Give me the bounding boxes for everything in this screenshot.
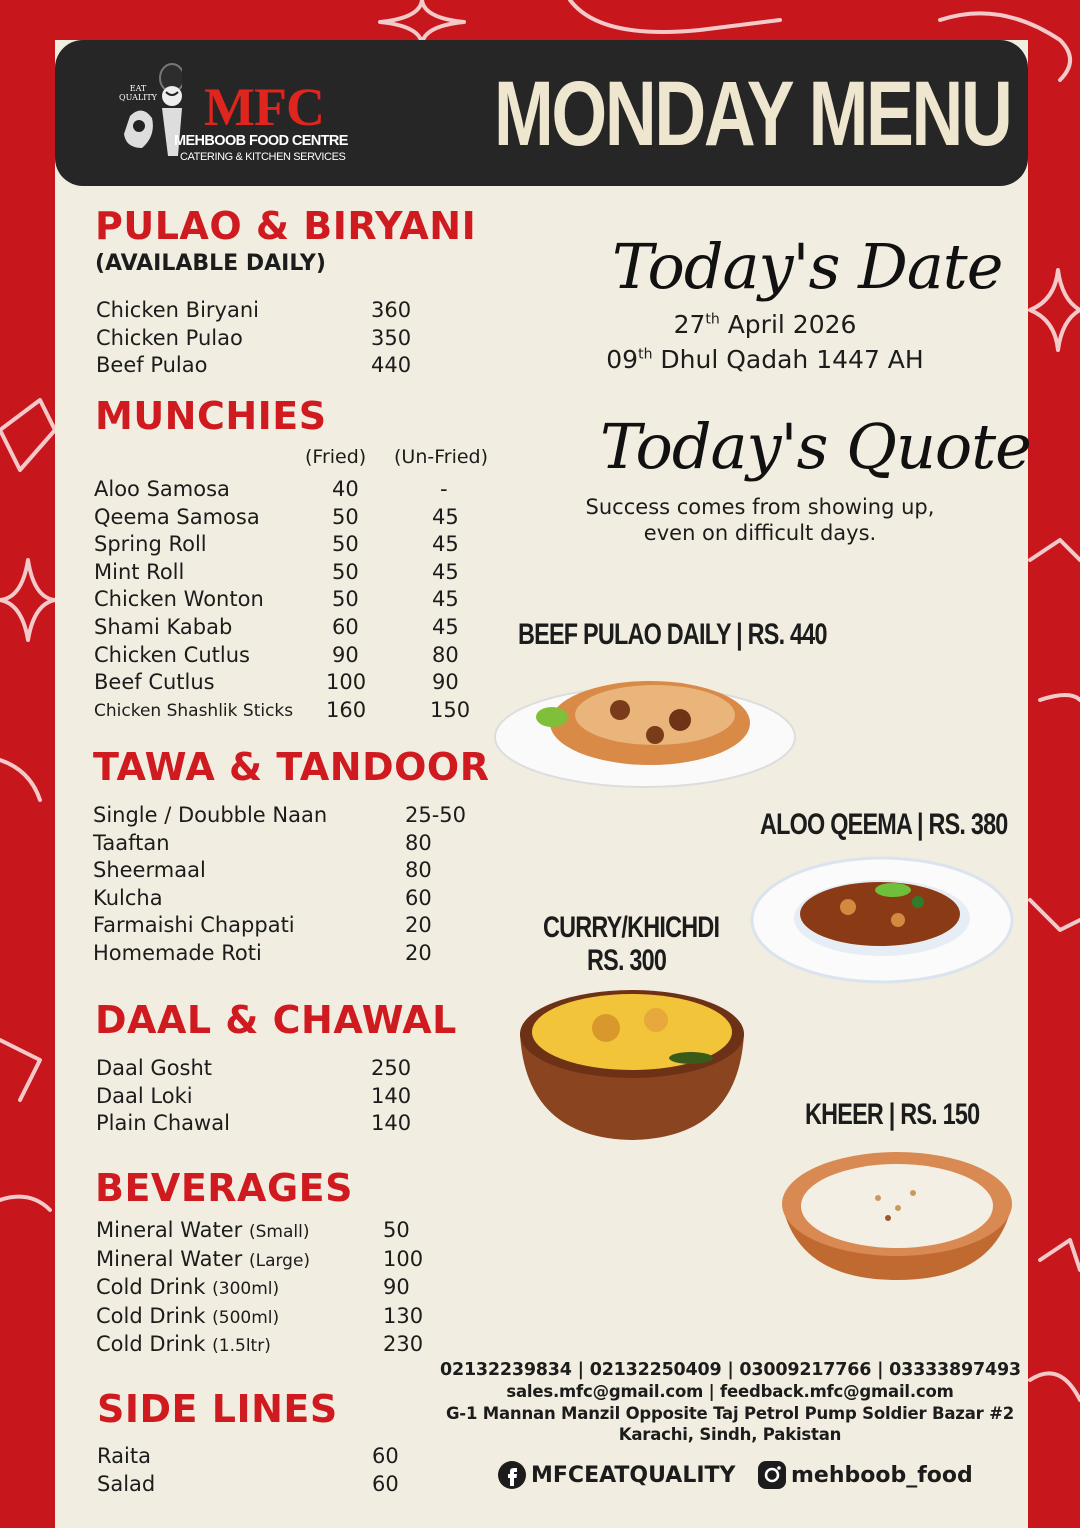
item-price: 60 bbox=[405, 885, 432, 910]
menu-item-row bbox=[94, 532, 514, 560]
item-price-fried: 50 bbox=[332, 532, 359, 557]
logo-eat-text: EAT bbox=[129, 84, 147, 93]
menu-item-row bbox=[96, 1111, 516, 1139]
item-price: 130 bbox=[383, 1303, 424, 1328]
menu-item-row bbox=[96, 298, 516, 326]
beverage-name-group bbox=[96, 1218, 309, 1242]
item-name: Beef Pulao bbox=[96, 353, 208, 378]
menu-item-row bbox=[93, 831, 513, 859]
menu-item-row bbox=[94, 477, 514, 505]
section-subtitle-pulao: (AVAILABLE DAILY) bbox=[95, 251, 326, 276]
item-name: Mint Roll bbox=[94, 559, 185, 584]
item-price: 360 bbox=[371, 298, 412, 322]
menu-item-row bbox=[94, 698, 514, 726]
menu-item-row bbox=[94, 505, 514, 533]
instagram-icon bbox=[757, 1460, 787, 1490]
facebook-icon bbox=[497, 1460, 527, 1490]
item-price-fried: 100 bbox=[326, 670, 367, 695]
item-price-unfried: 150 bbox=[430, 697, 471, 722]
item-name: Chicken Pulao bbox=[96, 325, 243, 350]
column-header-unfried: (Un-Fried) bbox=[394, 446, 489, 468]
item-price: 350 bbox=[371, 325, 412, 350]
menu-item-row bbox=[94, 587, 514, 615]
instagram-handle-text: mehboob_food bbox=[791, 1462, 973, 1488]
menu-item-row bbox=[94, 643, 514, 671]
logo-quality-text: QUALITY bbox=[119, 93, 157, 102]
item-price-unfried: - bbox=[440, 477, 448, 501]
menu-item-row bbox=[96, 353, 516, 381]
aloo-qeema-dish-image bbox=[748, 852, 1016, 984]
section-title-pulao: PULAO & BIRYANI bbox=[95, 204, 477, 248]
beef-pulao-dish-image bbox=[490, 665, 800, 790]
item-name: Mineral Water bbox=[96, 1218, 243, 1242]
menu-item-row bbox=[96, 1247, 516, 1275]
gregorian-day: 27 bbox=[673, 310, 706, 339]
menu-item-row bbox=[96, 1332, 516, 1360]
item-price-fried: 60 bbox=[332, 615, 359, 639]
footer-address-line-1: G-1 Mannan Manzil Opposite Taj Petrol Pump Soldier Bazar #2 bbox=[445, 1404, 1015, 1423]
special-aloo-qeema-label: ALOO QEEMA | RS. 380 bbox=[760, 808, 1008, 841]
item-name: Farmaishi Chappati bbox=[93, 913, 295, 938]
item-name: Beef Cutlus bbox=[94, 670, 215, 695]
item-price: 250 bbox=[371, 1056, 412, 1080]
item-name: Qeema Samosa bbox=[94, 504, 260, 529]
item-name: Homemade Roti bbox=[93, 941, 262, 965]
hijri-day-suffix: th bbox=[638, 346, 653, 363]
item-name: Cold Drink bbox=[96, 1303, 206, 1328]
item-price: 25-50 bbox=[405, 803, 467, 827]
menu-item-row bbox=[96, 326, 516, 354]
item-size: (500ml) bbox=[212, 1307, 280, 1328]
quote-line-2: even on difficult days. bbox=[643, 521, 877, 545]
item-price: 440 bbox=[371, 353, 412, 378]
special-curry-label-line1: CURRY/KHICHDI bbox=[543, 911, 720, 944]
item-price-unfried: 45 bbox=[432, 504, 459, 529]
item-price: 50 bbox=[383, 1218, 410, 1242]
item-price-fried: 50 bbox=[332, 587, 359, 612]
menu-item-row bbox=[96, 1275, 516, 1303]
item-size: (Large) bbox=[248, 1250, 311, 1271]
item-name: Taaftan bbox=[93, 830, 170, 855]
menu-item-row bbox=[96, 1084, 516, 1112]
hijri-date bbox=[555, 345, 975, 374]
kheer-dish-image bbox=[778, 1148, 1016, 1283]
item-size: (300ml) bbox=[212, 1279, 280, 1299]
item-price: 140 bbox=[371, 1111, 412, 1136]
logo-tagline: CATERING & KITCHEN SERVICES bbox=[180, 151, 346, 163]
footer-phones: 02132239834 | 02132250409 | 03009217766 | 03333897493 bbox=[440, 1360, 1021, 1380]
section-title-tawa: TAWA & TANDOOR bbox=[93, 745, 490, 789]
item-price-unfried: 45 bbox=[432, 559, 459, 584]
item-name: Raita bbox=[97, 1444, 151, 1468]
item-price: 20 bbox=[405, 913, 432, 938]
item-price: 80 bbox=[405, 830, 432, 855]
item-name: Chicken Wonton bbox=[94, 587, 264, 612]
section-title-beverages: BEVERAGES bbox=[95, 1166, 353, 1210]
menu-item-row bbox=[96, 1304, 516, 1332]
item-name: Sheermaal bbox=[93, 858, 206, 883]
item-name: Aloo Samosa bbox=[94, 477, 230, 501]
special-beef-pulao-label: BEEF PULAO DAILY | RS. 440 bbox=[518, 618, 827, 651]
logo-mfc-text: MFC bbox=[204, 77, 324, 137]
item-price-fried: 160 bbox=[326, 697, 367, 722]
menu-item-row bbox=[97, 1472, 517, 1500]
item-price-fried: 90 bbox=[332, 642, 359, 667]
menu-item-row bbox=[94, 615, 514, 643]
item-price: 60 bbox=[372, 1471, 399, 1496]
beverage-name-group bbox=[96, 1332, 271, 1356]
item-name: Chicken Cutlus bbox=[94, 642, 250, 667]
page-title: MONDAY MENU bbox=[494, 63, 1011, 165]
menu-item-row bbox=[93, 886, 513, 914]
gregorian-day-suffix: th bbox=[705, 311, 720, 328]
menu-item-row bbox=[93, 803, 513, 831]
todays-date-heading: Today's Date bbox=[612, 230, 1003, 303]
section-title-munchies: MUNCHIES bbox=[95, 394, 327, 438]
item-name: Plain Chawal bbox=[96, 1111, 230, 1136]
beverage-name-group bbox=[96, 1275, 279, 1299]
chef-mascot-icon bbox=[112, 56, 182, 166]
item-name: Cold Drink bbox=[96, 1332, 206, 1356]
hijri-rest: Dhul Qadah 1447 AH bbox=[652, 345, 924, 374]
beverage-name-group bbox=[96, 1247, 310, 1271]
item-name: Salad bbox=[97, 1471, 156, 1496]
footer-emails: sales.mfc@gmail.com | feedback.mfc@gmail.com bbox=[506, 1382, 954, 1401]
footer-address-line-2: Karachi, Sindh, Pakistan bbox=[618, 1425, 842, 1444]
item-price-fried: 40 bbox=[332, 477, 359, 501]
item-price: 100 bbox=[383, 1246, 424, 1271]
item-price: 80 bbox=[405, 858, 432, 883]
item-name: Mineral Water bbox=[96, 1246, 243, 1271]
item-name: Spring Roll bbox=[94, 532, 207, 557]
item-price-unfried: 80 bbox=[432, 642, 459, 667]
item-price-fried: 50 bbox=[332, 559, 359, 584]
item-price: 20 bbox=[405, 941, 432, 965]
menu-item-row bbox=[96, 1218, 516, 1246]
section-title-sidelines: SIDE LINES bbox=[97, 1387, 338, 1431]
special-curry-label-line2: RS. 300 bbox=[587, 944, 667, 977]
menu-item-row bbox=[93, 941, 513, 969]
quote-text bbox=[560, 494, 960, 546]
item-price: 60 bbox=[372, 1444, 399, 1468]
instagram-handle[interactable] bbox=[757, 1460, 973, 1494]
menu-item-row bbox=[94, 670, 514, 698]
menu-item-row bbox=[94, 560, 514, 588]
curry-khichdi-dish-image bbox=[516, 988, 748, 1144]
item-size: (Small) bbox=[248, 1222, 310, 1242]
gregorian-date bbox=[555, 310, 975, 339]
item-price-unfried: 45 bbox=[432, 615, 459, 639]
menu-item-row bbox=[93, 913, 513, 941]
item-name: Single / Doubble Naan bbox=[93, 803, 328, 827]
item-name: Daal Loki bbox=[96, 1083, 193, 1108]
facebook-handle[interactable] bbox=[497, 1460, 735, 1494]
item-price: 140 bbox=[371, 1083, 412, 1108]
todays-quote-heading: Today's Quote bbox=[600, 410, 1031, 483]
special-kheer-label: KHEER | RS. 150 bbox=[805, 1098, 980, 1131]
column-header-fried: (Fried) bbox=[305, 446, 367, 468]
item-name: Chicken Shashlik Sticks bbox=[94, 700, 294, 721]
gregorian-rest: April 2026 bbox=[719, 310, 857, 339]
quote-line-1: Success comes from showing up, bbox=[585, 495, 935, 519]
menu-item-row bbox=[93, 858, 513, 886]
hijri-day: 09 bbox=[606, 345, 639, 374]
item-name: Daal Gosht bbox=[96, 1056, 213, 1080]
brand-logo bbox=[112, 56, 382, 171]
menu-item-row bbox=[96, 1056, 516, 1084]
item-price-unfried: 45 bbox=[432, 532, 459, 557]
section-title-daal: DAAL & CHAWAL bbox=[95, 998, 457, 1042]
beverage-name-group bbox=[96, 1304, 279, 1328]
item-name: Cold Drink bbox=[96, 1275, 206, 1299]
item-size: (1.5ltr) bbox=[212, 1336, 271, 1356]
facebook-handle-text: MFCEATQUALITY bbox=[531, 1462, 736, 1488]
item-price: 230 bbox=[383, 1332, 424, 1356]
item-price-unfried: 90 bbox=[432, 670, 459, 695]
item-price-fried: 50 bbox=[332, 504, 359, 529]
item-name: Kulcha bbox=[93, 885, 163, 910]
menu-item-row bbox=[97, 1444, 517, 1472]
item-name: Chicken Biryani bbox=[96, 298, 259, 322]
item-price: 90 bbox=[383, 1275, 410, 1299]
item-price-unfried: 45 bbox=[432, 587, 459, 612]
logo-company-name: MEHBOOB FOOD CENTRE bbox=[174, 133, 348, 149]
item-name: Shami Kabab bbox=[94, 615, 233, 639]
